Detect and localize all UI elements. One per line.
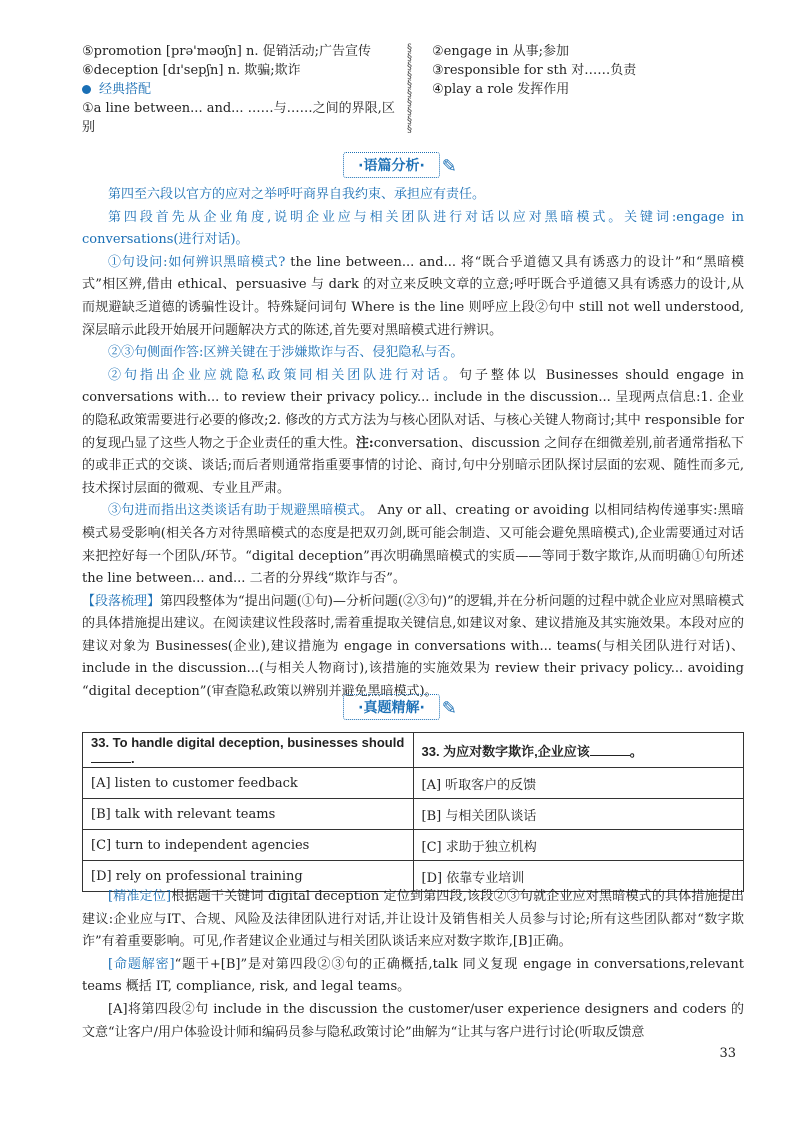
question-table: [82, 732, 744, 892]
option-en: [B] talk with relevant teams: [83, 799, 414, 830]
answer-blank: [91, 750, 131, 763]
vocab-section: [82, 42, 742, 142]
analysis-paragraph: ②③句侧面作答:区辨关键在于涉嫌欺诈与否、侵犯隐私与否。: [108, 345, 464, 361]
section-heading-analysis: ·语篇分析· ✎: [0, 152, 800, 178]
option-zh: [A] 听取客户的反馈: [413, 768, 744, 799]
option-zh: [D] 依靠专业培训: [413, 861, 744, 892]
analysis-paragraph: ①句设问:如何辨识黑暗模式? the line between... and... 将“既合乎道德又具有诱惑力的设计”和“黑暗模式”相区辨,借由 ethical、persuasive 与 dark 的对立来反映文章的立意;呼吁既合乎道德又具有诱惑力的设计,从而规避缺乏道德的诱骗性设计。特殊疑问词句 Where is the line 则呼应上段②句中 still not well understood,深层暗示此段开始展开问题解决方式的陈述,首先要对黑暗模式进行辨识。: [82, 254, 744, 338]
table-row: [83, 733, 744, 768]
analysis-paragraph: 【段落梳理】第四段整体为“提出问题(①句)—分析问题(②③句)”的逻辑,并在分析问题的过程中就企业应对黑暗模式的具体措施提出建议。在阅读建议性段落时,需着重提取关键信息,如建议对象、建议措施及其实施效果。本段对应的建议对象为 Businesses(企业),建议措施为 engage in conversations with... teams(与相关团队进行对话)、include in the discussion...(与相关人物商讨),该措施的实施效果为 review their privacy policy... avoiding “digital deception”(审查隐私政策以辨别并避免黑暗模式)。: [82, 593, 744, 700]
analysis-paragraph: ②句指出企业应就隐私政策同相关团队进行对话。句子整体以 Businesses should engage in conversations with... to review their privacy policy... include in the discussion... 呈现两点信息:1. 企业的隐私政策需要进行必要的修改;2. 修改的方式方法为与核心团队对话、与核心关键人物商讨;其中 responsible for 的复现凸显了这些人物之于企业责任的重大性。注:conversation、discussion 之间存在细微差别,前者通常指私下的或非正式的交谈、谈话;而后者则通常指重要事情的讨论、商讨,句中分别暗示团队探讨层面的宏观、随性而多元,技术探讨层面的微观、专业且严肃。: [82, 367, 744, 496]
table-row: [83, 799, 744, 830]
analysis-paragraph: 第四至六段以官方的应对之举呼吁商界自我约束、承担应有责任。: [108, 187, 486, 202]
collocation-heading: 经典搭配: [82, 80, 402, 99]
collocation-item: ④play a role 发挥作用: [432, 82, 570, 97]
vocab-word-deception: ⑥deception [dɪ'sepʃn] n. 欺骗;欺诈: [82, 63, 301, 78]
pen-icon: ✎: [441, 698, 457, 719]
question-stem-zh: 33. 为应对数字欺诈,企业应该 。: [413, 733, 744, 768]
vocab-word-promotion: ⑤promotion [prə'məʊʃn] n. 促销活动;广告宣传: [82, 44, 371, 59]
table-row: [83, 768, 744, 799]
page-number: 33: [719, 1046, 736, 1061]
question-stem-en: 33. To handle digital deception, businesses should .: [83, 733, 414, 768]
vocab-left-column: [82, 42, 402, 137]
collocation-item: ①a line between... and... ……与……之间的界限,区别: [82, 101, 395, 135]
vocab-right-column: [432, 42, 732, 99]
option-en: [D] rely on professional training: [83, 861, 414, 892]
bullet-dot-icon: [82, 85, 91, 94]
answer-blank: [590, 743, 630, 756]
explanation-paragraph: [精准定位]根据题干关键词 digital deception 定位到第四段,该段②③句就企业应对黑暗模式的具体措施提出建议:企业应与IT、合规、风险及法律团队进行对话,并让设计及销售相关人员参与讨论;所有这些团队都对“数字欺诈”有着重要影响。可见,作者建议企业通过与相关团队谈话来应对数字欺诈,[B]正确。: [82, 889, 744, 950]
section-heading-question: ·真题精解· ✎: [0, 694, 800, 720]
explanation-paragraph: [命题解密]“题干+[B]”是对第四段②③句的正确概括,talk 同义复现 engage in conversations,relevant teams 概括 IT, compliance, risk, and legal teams。: [82, 956, 744, 995]
option-en: [C] turn to independent agencies: [83, 830, 414, 861]
option-zh: [B] 与相关团队谈话: [413, 799, 744, 830]
pen-icon: ✎: [441, 156, 457, 177]
table-row: [83, 830, 744, 861]
analysis-paragraph: ③句进而指出这类谈话有助于规避黑暗模式。 Any or all、creating or avoiding 以相同结构传递事实:黑暗模式易受影响(相关各方对待黑暗模式的态度是把双刃剑,既可能会制造、又可能会避免黑暗模式),企业需要通过对话来把控好每一个团队/环节。“digital deception”再次明确黑暗模式的实质——等同于数字欺诈,从而明确①句所述 the line between... and... 二者的分界线“欺诈与否”。: [82, 503, 744, 587]
option-zh: [C] 求助于独立机构: [413, 830, 744, 861]
collocation-item: ③responsible for sth 对……负责: [432, 63, 637, 78]
collocation-item: ②engage in 从事;参加: [432, 44, 569, 59]
spiral-divider-icon: § § § § § § § § § §: [407, 43, 412, 135]
analysis-paragraph: 第四段首先从企业角度,说明企业应与相关团队进行对话以应对黑暗模式。关键词:engage in conversations(进行对话)。: [82, 209, 744, 248]
option-en: [A] listen to customer feedback: [83, 768, 414, 799]
explanation-text: [82, 886, 744, 1044]
explanation-paragraph: [A]将第四段②句 include in the discussion the customer/user experience designers and coders 的文意“让客户/用户体验设计师和编码员参与隐私政策讨论”曲解为“让其与客户进行讨论(听取反馈意: [82, 1001, 744, 1040]
analysis-text: [82, 184, 744, 704]
